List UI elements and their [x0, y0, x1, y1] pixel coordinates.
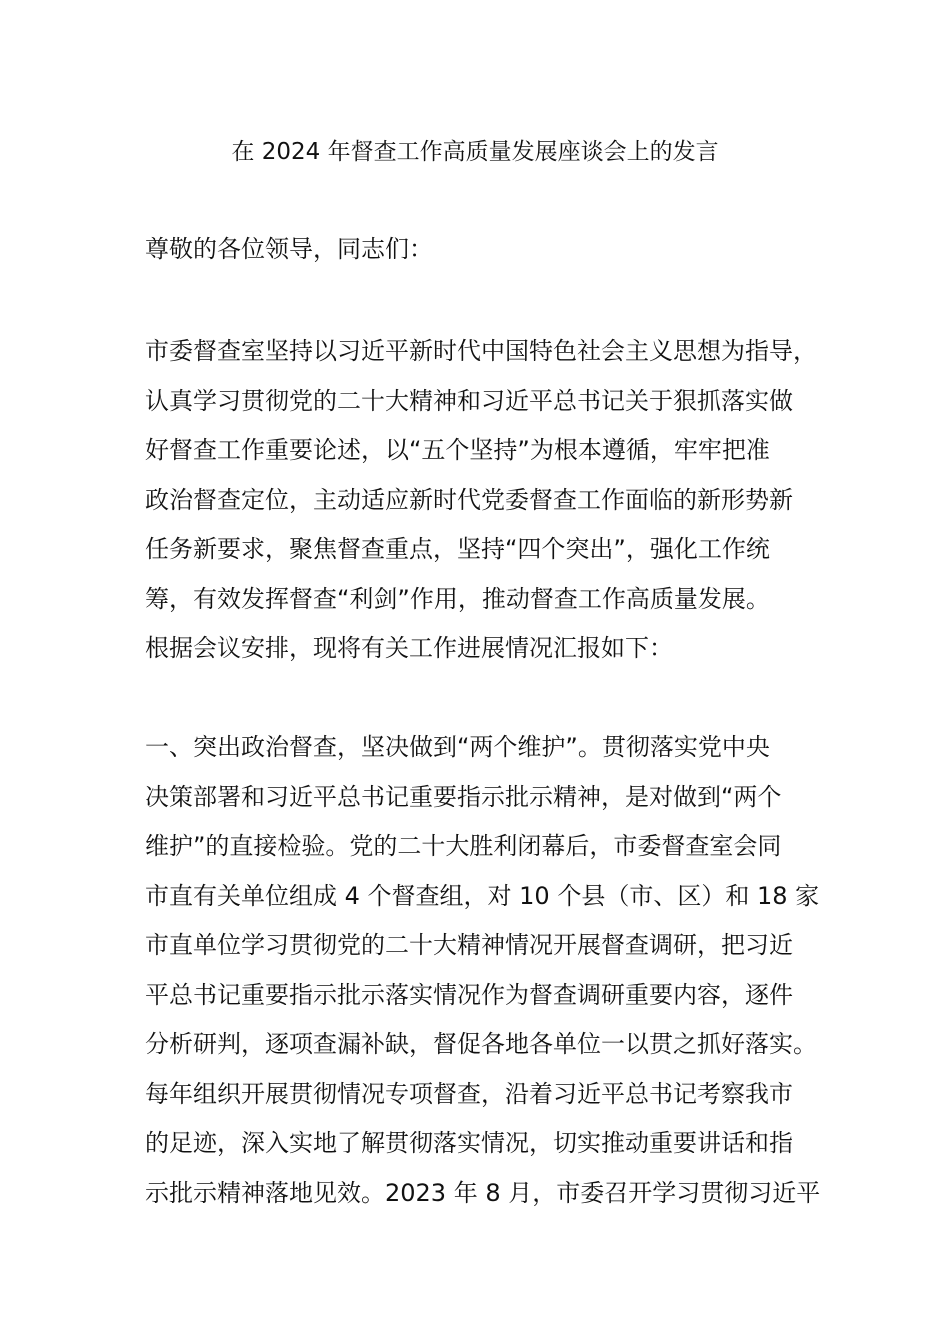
paragraph-line: 决策部署和习近平总书记重要指示批示精神，是对做到“两个	[145, 782, 782, 811]
paragraph-line: 政治督查定位，主动适应新时代党委督查工作面临的新形势新	[145, 485, 793, 514]
paragraph-line: 市直单位学习贯彻党的二十大精神情况开展督查调研，把习近	[145, 931, 793, 959]
paragraph-line: 市委督查室坚持以习近平新时代中国特色社会主义思想为指导，	[145, 337, 817, 365]
paragraph-line: 一、突出政治督查，坚决做到“两个维护”。贯彻落实党中央	[145, 733, 770, 761]
paragraph-section-one	[145, 723, 845, 1218]
paragraph-line: 平总书记重要指示批示落实情况作为督查调研重要内容，逐件	[145, 980, 793, 1009]
paragraph-line: 好督查工作重要论述，以“五个坚持”为根本遵循，牢牢把准	[145, 436, 770, 464]
paragraph-line: 维护”的直接检验。党的二十大胜利闭幕后，市委督查室会同	[145, 832, 782, 860]
paragraph-line: 筹，有效发挥督查“利剑”作用，推动督查工作高质量发展。	[145, 584, 770, 613]
paragraph-line: 认真学习贯彻党的二十大精神和习近平总书记关于狠抓落实做	[145, 386, 793, 415]
paragraph-line: 的足迹，深入实地了解贯彻落实情况，切实推动重要讲话和指	[145, 1129, 793, 1157]
paragraph-line: 任务新要求，聚焦督查重点，坚持“四个突出”，强化工作统	[145, 535, 770, 563]
paragraph-line: 市直有关单位组成 4 个督查组，对 10 个县（市、区）和 18 家	[145, 881, 820, 910]
salutation: 尊敬的各位领导，同志们：	[145, 235, 433, 263]
paragraph-line: 根据会议安排，现将有关工作进展情况汇报如下：	[145, 634, 673, 662]
paragraph-line: 分析研判，逐项查漏补缺，督促各地各单位一以贯之抓好落实。	[145, 1030, 817, 1058]
paragraph-intro	[145, 327, 845, 674]
document-title: 在 2024 年督查工作高质量发展座谈会上的发言	[231, 139, 719, 165]
paragraph-line: 示批示精神落地见效。2023 年 8 月，市委召开学习贯彻习近平	[145, 1178, 821, 1207]
paragraph-line: 每年组织开展贯彻情况专项督查，沿着习近平总书记考察我市	[145, 1079, 793, 1108]
